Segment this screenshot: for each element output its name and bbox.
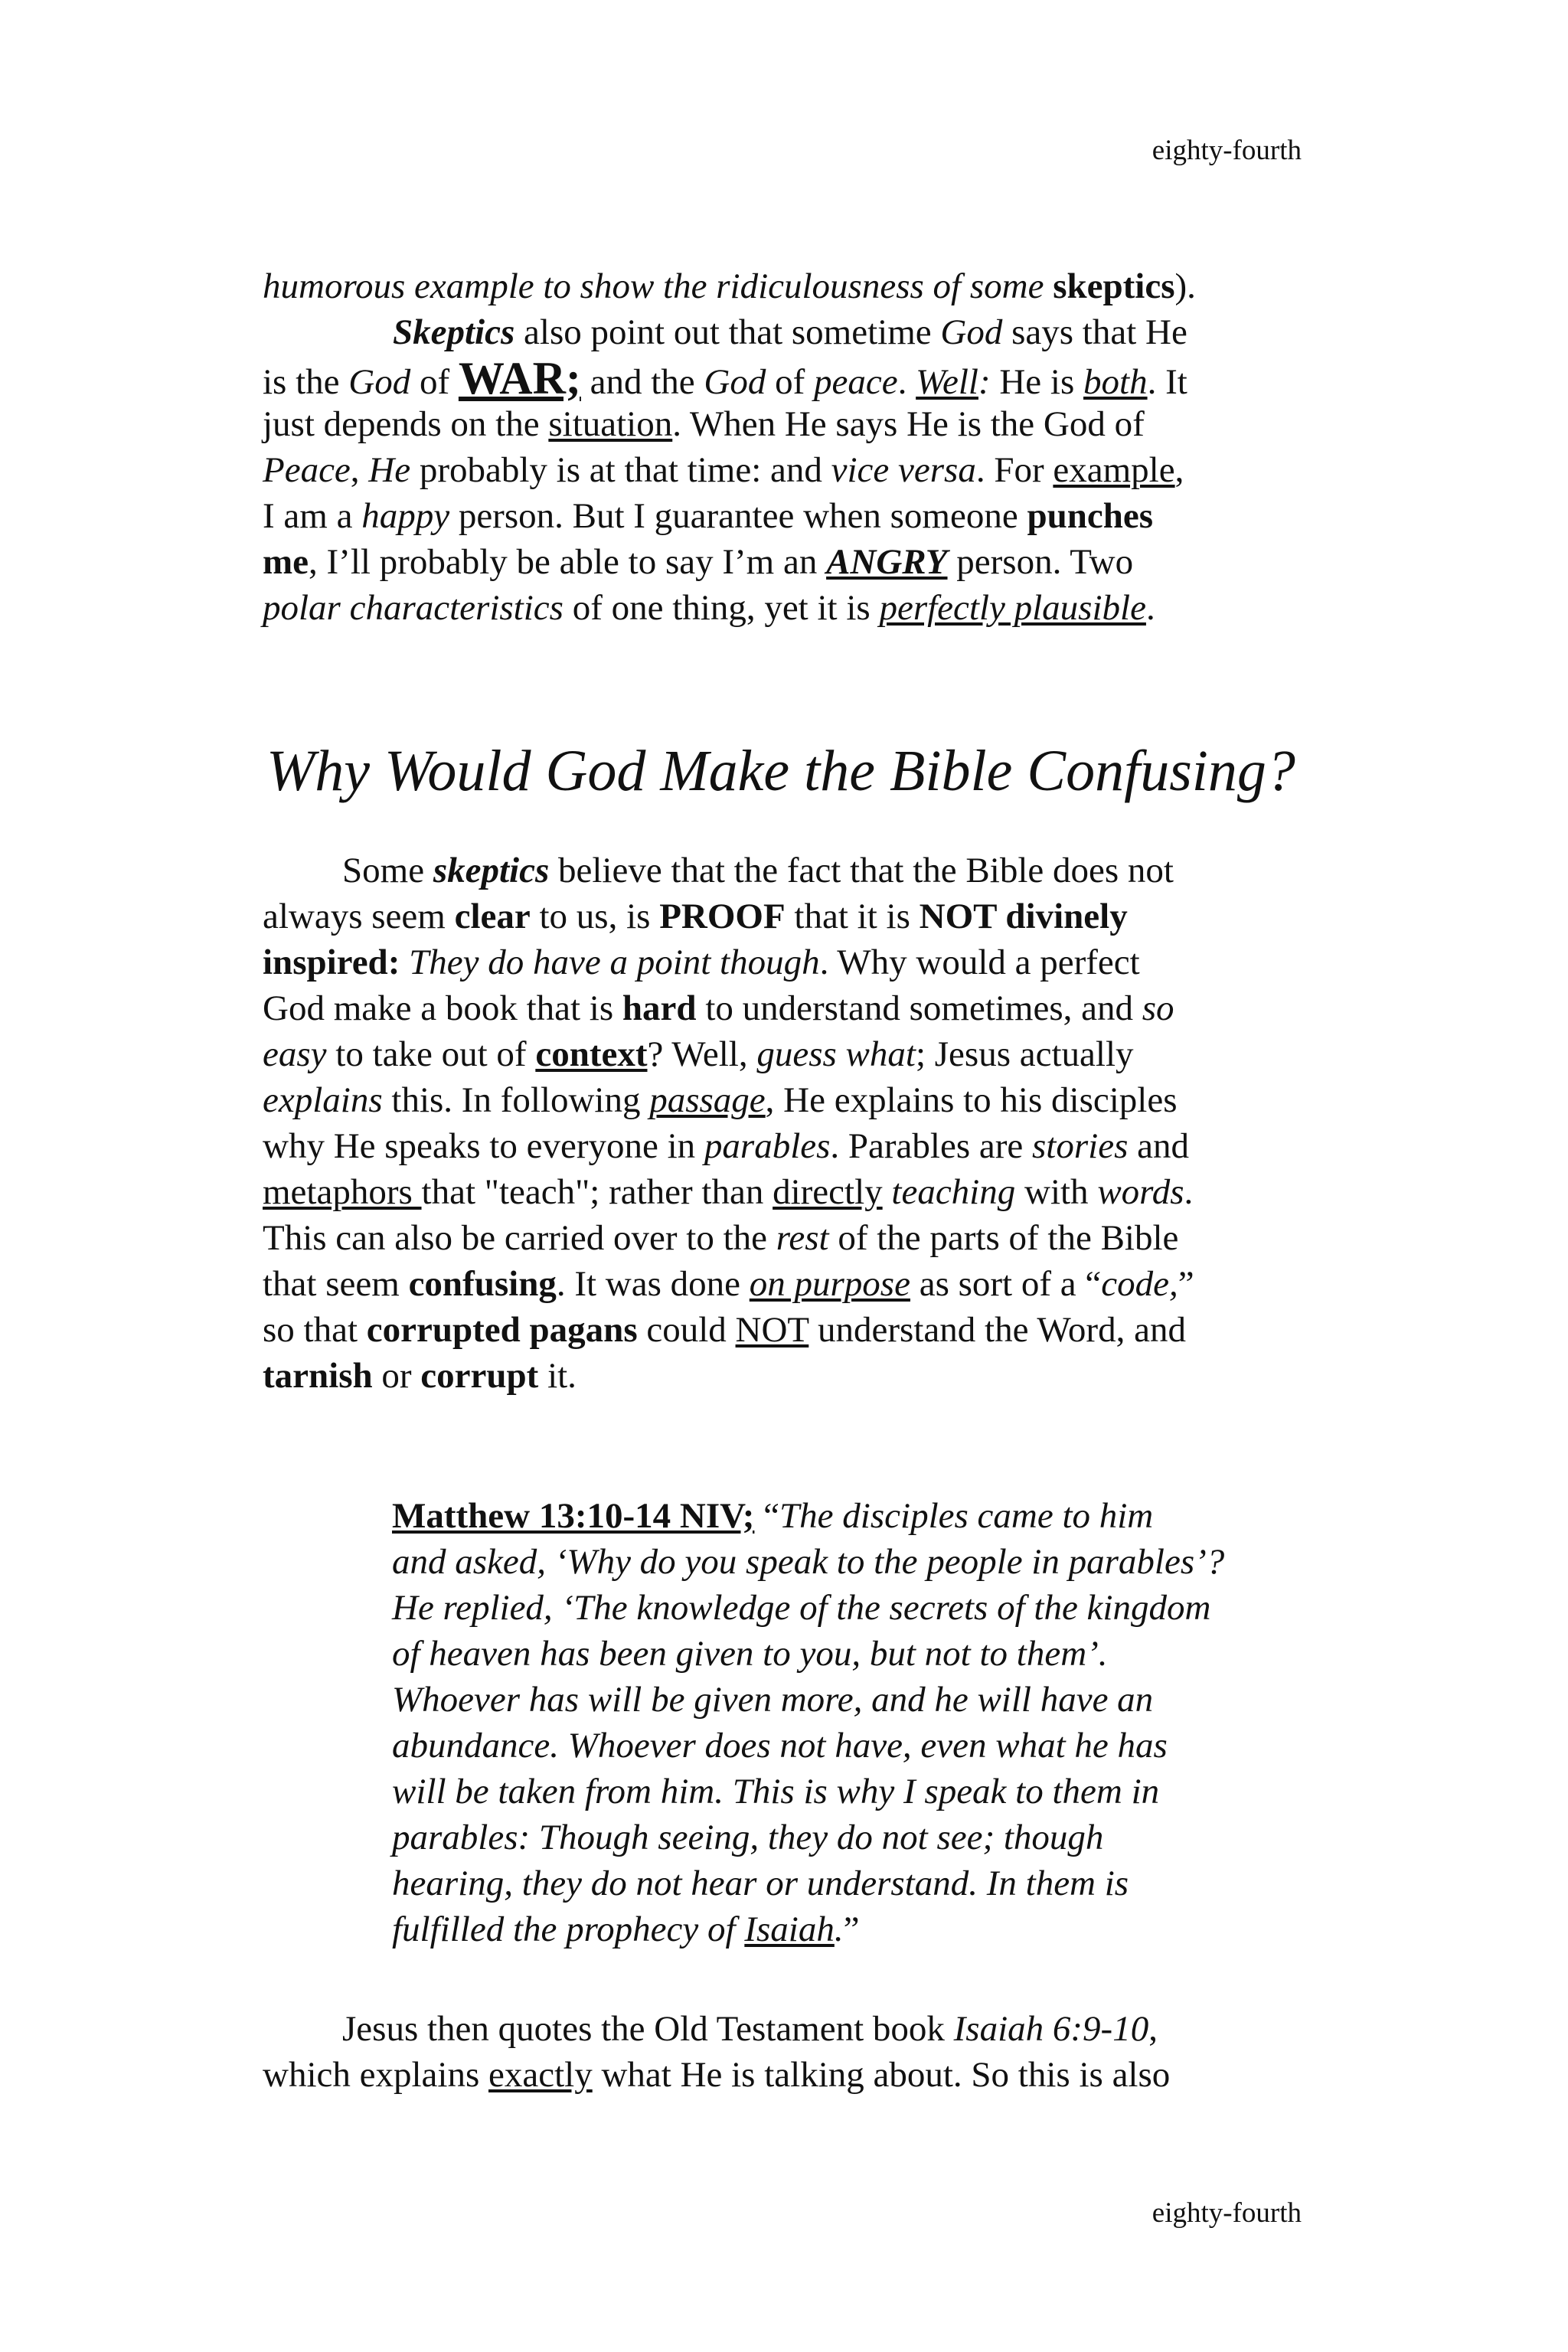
scripture-quote: Matthew 13:10-14 NIV; “The disciples came to him and asked, ‘Why do you speak to the people in parables’? He replied, ‘The knowledge of the secrets of the kingdom of heaven has been given to you, but not to them’. Whoever has will be given more, and he will have an abundance. Whoever does not have, even what he has will be taken from him. This is why I speak to them in parables: Though seeing, they do not see; though hearing, they do not hear or understand. In them is fulfilled the prophecy of Isaiah.”: [392, 1496, 1225, 1949]
body-text-bottom: [263, 2006, 1334, 2098]
body-text-middle: [263, 848, 1334, 1399]
body-text-top: [263, 263, 1334, 631]
paragraph-1: humorous example to show the ridiculousness of some skeptics).: [263, 266, 1196, 306]
paragraph-3: Some skeptics believe that the fact that the Bible does not always seem clear to us, is PROOF that it is NOT divinely inspired: They do have a point though. Why would a perfect God make a book that is hard to understand sometimes, and so easy to take out of context? Well, guess what; Jesus actually explains this. In following passage, He explains to his disciples why He speaks to everyone in parables. Parables are stories and metaphors that "teach"; rather than directly teaching with words. This can also be carried over to the rest of the parts of the Bible that seem confusing. It was done on purpose as sort of a “code,” so that corrupted pagans could NOT understand the Word, and tarnish or corrupt it.: [263, 851, 1194, 1396]
section-heading: Why Would God Make the Bible Confusing?: [266, 739, 1295, 803]
paragraph-2: Skeptics also point out that sometime God says that He is the God of WAR; and the God of peace. Well: He is both. It just depends on the situation. When He says He is the God of Peace, He probably is at that time: and vice versa. For example, I am a happy person. But I guarantee when someone punches me, I’ll probably be able to say I’m an ANGRY person. Two polar characteristics of one thing, yet it is perfectly plausible.: [263, 312, 1187, 628]
page-footer: eighty-fourth: [1152, 2197, 1302, 2229]
scripture-reference: Matthew 13:10-14 NIV;: [392, 1496, 755, 1536]
paragraph-4: Jesus then quotes the Old Testament book Isaiah 6:9-10, which explains exactly what He is talking about. So this is also: [263, 2009, 1171, 2095]
war-emphasis: WAR;: [458, 353, 581, 403]
page-header: eighty-fourth: [1152, 135, 1302, 166]
